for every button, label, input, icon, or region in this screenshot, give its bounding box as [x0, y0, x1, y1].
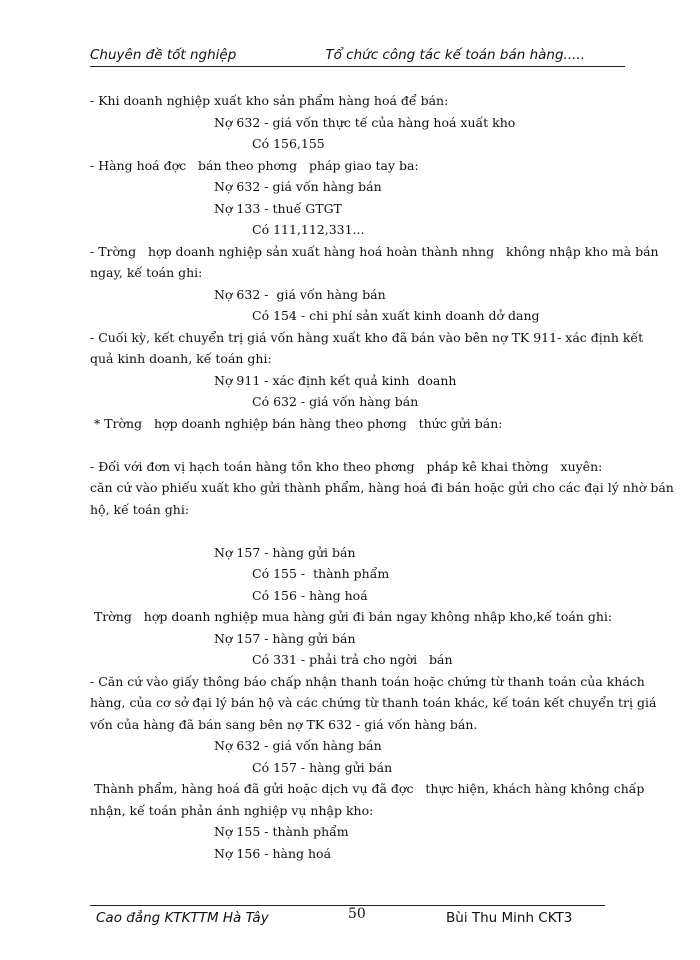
blank-line [90, 520, 622, 542]
header-left-title: Chuyên đề tốt nghiệp [90, 47, 237, 63]
footer-left-school: Cao đẳng KTKTTM Hà Tây [96, 910, 269, 926]
entry-line: Có 157 - hàng gửi bán [252, 759, 393, 775]
text-line: - Đối với đơn vị hạch toán hàng tồn kho theo phơng pháp kê khai thờng xuyên: [90, 458, 603, 474]
text-line: Thành phẩm, hàng hoá đã gửi hoặc dịch vụ đã đợc thực hiện, khách hàng không chấp [90, 781, 645, 796]
text-line: vốn của hàng đã bán sang bên nợ TK 632 - giá vốn hàng bán. [90, 716, 478, 732]
entry-line: Nợ 157 - hàng gửi bán [214, 630, 356, 646]
entry-line: Có 155 - thành phẩm [252, 566, 390, 581]
text-line: - Trờng hợp doanh nghiệp sản xuất hàng hoá hoàn thành nhng không nhập kho mà bán [90, 243, 659, 259]
text-line: * Trờng hợp doanh nghiệp bán hàng theo phơng thức gửi bán: [90, 415, 503, 431]
body-text [90, 90, 674, 864]
text-line: hàng, của cơ sở đại lý bán hộ và các chứng từ thanh toán khác, kế toán kết chuyển trị giá [90, 695, 657, 710]
header-right-title: Tổ chức công tác kế toán bán hàng..... [325, 47, 585, 63]
entry-line: Có 156 - hàng hoá [252, 587, 368, 603]
entry-line: Nợ 156 - hàng hoá [214, 845, 332, 861]
footer-right-author: Bùi Thu Minh CKT3 [446, 910, 573, 926]
text-line: - Hàng hoá đợc bán theo phơng pháp giao tay ba: [90, 157, 419, 173]
text-line: - Cuối kỳ, kết chuyển trị giá vốn hàng xuất kho đã bán vào bên nợ TK 911- xác định kết [90, 329, 644, 345]
text-line: - Căn cứ vào giấy thông báo chấp nhận thanh toán hoặc chứng từ thanh toán của khách [90, 673, 645, 689]
page-footer [90, 905, 605, 926]
text-line: hộ, kế toán ghi: [90, 501, 190, 517]
entry-line: Có 111,112,331... [252, 222, 365, 237]
entry-line: Có 154 - chi phí sản xuất kinh doanh dở dang [252, 308, 540, 323]
text-line: nhận, kế toán phản ánh nghiệp vụ nhập kho: [90, 802, 374, 818]
entry-line: Nợ 632 - giá vốn hàng bán [214, 286, 386, 302]
entry-line: Nợ 133 - thuế GTGT [214, 200, 342, 216]
entry-line: Nợ 632 - giá vốn thực tế của hàng hoá xuất kho [214, 114, 516, 130]
entry-line: Có 331 - phải trả cho ngời bán [252, 652, 453, 667]
text-line: căn cứ vào phiếu xuất kho gửi thành phẩm, hàng hoá đi bán hoặc gửi cho các đại lý nhờ bán [90, 480, 674, 495]
entry-line: Nợ 632 - giá vốn hàng bán [214, 179, 382, 194]
text-line: Trờng hợp doanh nghiệp mua hàng gửi đi bán ngay không nhập kho,kế toán ghi: [90, 609, 613, 624]
page-number: 50 [348, 906, 366, 922]
entry-line: Nợ 911 - xác định kết quả kinh doanh [214, 372, 457, 388]
text-line: - Khi doanh nghiệp xuất kho sản phẩm hàng hoá để bán: [90, 93, 449, 108]
entry-line: Nợ 157 - hàng gửi bán [214, 544, 356, 560]
entry-line: Nợ 632 - giá vốn hàng bán [214, 738, 382, 753]
blank-line [90, 434, 622, 456]
entry-line: Có 156,155 [252, 136, 325, 151]
text-line: ngay, kế toán ghi: [90, 265, 203, 280]
page-header [90, 44, 625, 67]
entry-line: Nợ 155 - thành phẩm [214, 824, 349, 839]
text-line: quả kinh doanh, kế toán ghi: [90, 351, 272, 366]
entry-line: Có 632 - giá vốn hàng bán [252, 394, 419, 409]
